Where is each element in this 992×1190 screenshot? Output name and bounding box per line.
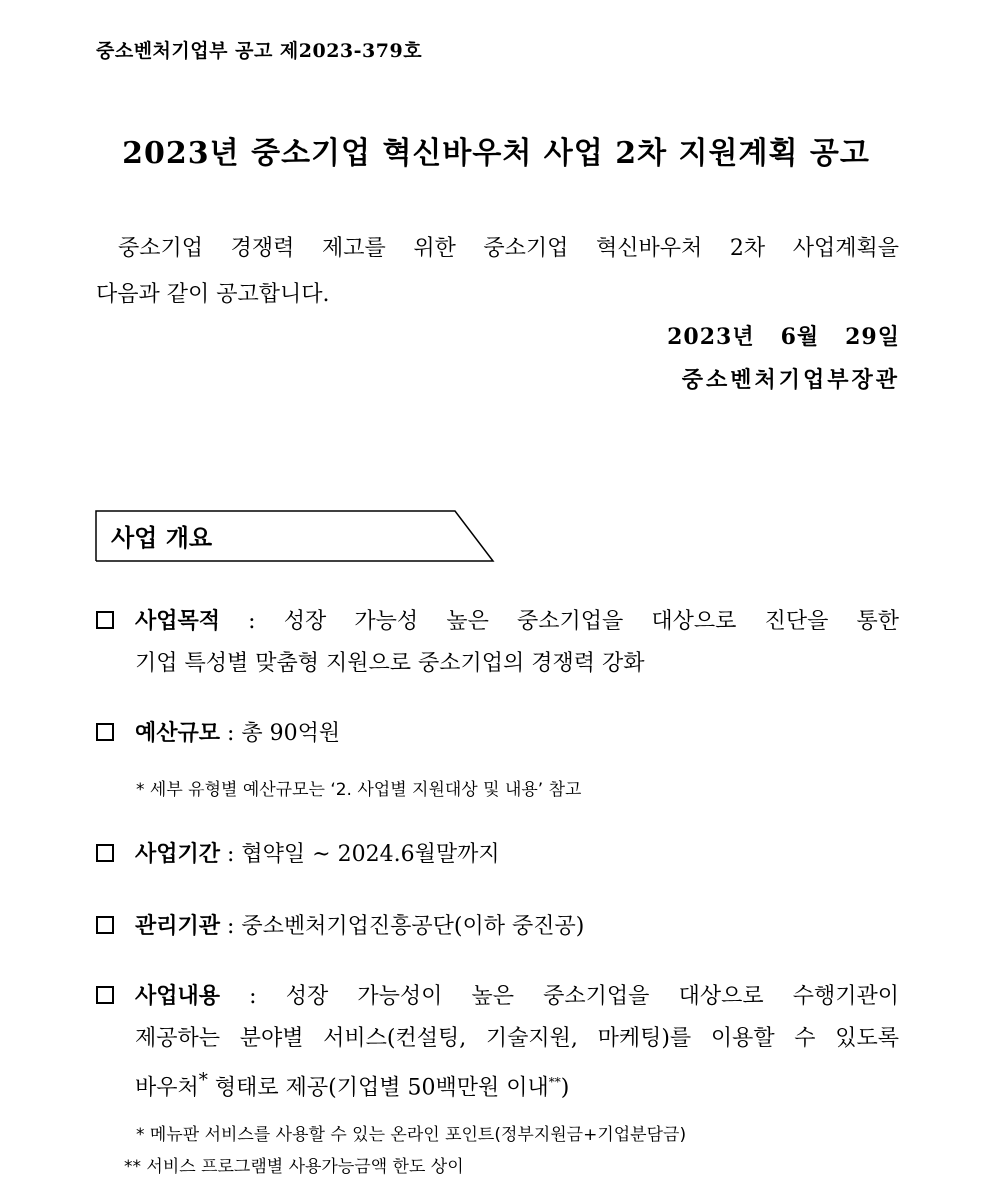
item-agency — [96, 905, 899, 948]
notice-number: 중소벤처기업부 공고 제2023-379호 — [96, 40, 423, 62]
intro-line-2: 다음과 같이 공고합니다. — [96, 282, 330, 307]
item-content — [96, 975, 899, 1109]
intro-line-1: 중소기업 경쟁력 제고를 위한 중소기업 혁신바우처 2차 사업계획을 — [118, 236, 899, 261]
item-purpose — [96, 600, 899, 685]
checkbox-square-icon — [96, 916, 114, 934]
document-title: 2023년 중소기업 혁신바우처 사업 2차 지원계획 공고 — [122, 136, 870, 171]
period-label: 사업기간 — [135, 841, 221, 867]
period-text: : 협약일 ~ 2024.6월말까지 — [220, 842, 500, 867]
checkbox-square-icon — [96, 723, 114, 741]
content-text-1: : 성장 가능성이 높은 중소기업을 대상으로 수행기관이 — [220, 984, 899, 1009]
item-period — [96, 833, 899, 876]
content-label: 사업내용 — [135, 983, 221, 1009]
purpose-label: 사업목적 — [135, 608, 221, 634]
footnote-marker-2: ** — [548, 1075, 561, 1089]
content-text-3c: ) — [560, 1075, 570, 1101]
purpose-text-2: 기업 특성별 맞춤형 지원으로 중소기업의 경쟁력 강화 — [135, 651, 645, 676]
content-text-3b: 형태로 제공(기업별 50백만원 이내 — [207, 1075, 549, 1101]
content-note-1: * 메뉴판 서비스를 사용할 수 있는 온라인 포인트(정부지원금+기업분담금) — [136, 1125, 687, 1145]
agency-text: : 중소벤처기업진흥공단(이하 중진공) — [220, 914, 585, 939]
checkbox-square-icon — [96, 611, 114, 629]
budget-text: : 총 90억원 — [220, 721, 341, 746]
intro-paragraph — [96, 226, 899, 318]
content-text-2: 제공하는 분야별 서비스(컨설팅, 기술지원, 마케팅)를 이용할 수 있도록 — [135, 1026, 899, 1051]
budget-note: * 세부 유형별 예산규모는 ‘2. 사업별 지원대상 및 내용’ 참고 — [136, 780, 582, 800]
announcement-date: 2023년 6월 29일 — [667, 324, 900, 350]
content-text-3a: 바우처 — [135, 1075, 199, 1101]
section-heading: 사업 개요 — [111, 524, 213, 552]
section-heading-box — [95, 510, 495, 562]
issuer-name: 중소벤처기업부장관 — [681, 367, 900, 393]
budget-label: 예산규모 — [135, 720, 221, 746]
item-budget — [96, 712, 899, 755]
content-note-2: ** 서비스 프로그램별 사용가능금액 한도 상이 — [124, 1157, 464, 1177]
agency-label: 관리기관 — [135, 913, 221, 939]
footnote-marker: * — [198, 1070, 208, 1091]
checkbox-square-icon — [96, 986, 114, 1004]
purpose-text-1: : 성장 가능성 높은 중소기업을 대상으로 진단을 통한 — [220, 609, 899, 634]
checkbox-square-icon — [96, 844, 114, 862]
